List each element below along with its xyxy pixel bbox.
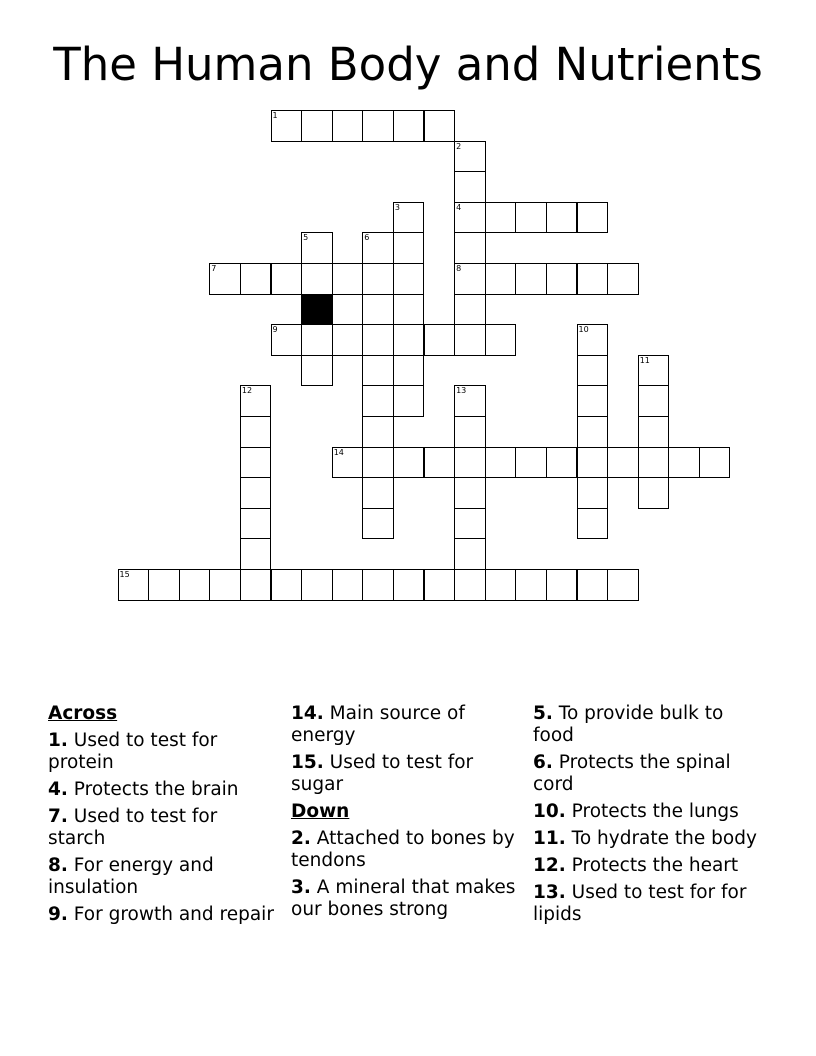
grid-cell[interactable] [393, 263, 425, 295]
puzzle-title: The Human Body and Nutrients [53, 38, 763, 91]
grid-cell[interactable] [638, 477, 670, 509]
cell-number: 9 [272, 325, 278, 335]
grid-cell[interactable] [577, 324, 609, 356]
clue-text: Used to test for for lipids [533, 882, 747, 925]
clue-text: Protects the heart [571, 855, 739, 876]
clue-number: 2. [291, 828, 311, 849]
clue-down-6 [533, 752, 761, 796]
grid-cell[interactable] [393, 232, 425, 264]
clue-across-8 [48, 855, 276, 899]
grid-cell[interactable] [148, 569, 180, 601]
grid-cell[interactable] [362, 508, 394, 540]
clue-number: 6. [533, 752, 553, 773]
grid-cell[interactable] [393, 355, 425, 387]
grid-cell[interactable] [638, 355, 670, 387]
cell-number: 8 [456, 264, 462, 273]
grid-cell[interactable] [546, 202, 578, 234]
grid-cell[interactable] [485, 324, 517, 356]
grid-cell[interactable] [362, 569, 394, 601]
clue-number: 4. [48, 779, 68, 800]
grid-cell[interactable] [301, 324, 333, 356]
grid-cell[interactable] [577, 416, 609, 448]
grid-cell[interactable] [424, 569, 456, 601]
grid-cell[interactable] [393, 447, 425, 479]
grid-cell[interactable] [424, 324, 456, 356]
grid-cell[interactable] [454, 569, 486, 601]
grid-cell[interactable] [362, 416, 394, 448]
clue-across-7 [48, 806, 276, 850]
grid-cell[interactable] [301, 263, 333, 295]
cell-number: 13 [456, 386, 467, 396]
across-heading: Across [48, 703, 118, 724]
grid-cell[interactable] [485, 569, 517, 601]
clue-down-13 [533, 882, 761, 926]
clue-number: 14. [291, 703, 324, 724]
grid-cell[interactable] [638, 447, 670, 479]
grid-cell[interactable] [393, 294, 425, 326]
clue-text: Used to test for protein [48, 730, 218, 773]
grid-cell[interactable] [393, 569, 425, 601]
clue-down-12 [533, 855, 761, 877]
grid-cell[interactable] [485, 447, 517, 479]
clue-column-3 [533, 703, 761, 931]
grid-cell[interactable] [271, 263, 303, 295]
clue-text: To provide bulk to food [533, 703, 724, 746]
clue-text: Used to test for starch [48, 806, 218, 849]
grid-cell[interactable] [577, 508, 609, 540]
cell-number: 4 [456, 202, 462, 212]
grid-cell[interactable] [546, 263, 578, 295]
cell-number: 3 [394, 202, 400, 212]
grid-cell[interactable] [454, 416, 486, 448]
grid-cell[interactable] [454, 294, 486, 326]
clue-down-2 [291, 828, 519, 872]
grid-cell[interactable] [454, 232, 486, 264]
grid-cell[interactable] [362, 447, 394, 479]
clue-text: Protects the spinal cord [533, 752, 731, 795]
grid-cell[interactable] [577, 355, 609, 387]
grid-cell[interactable] [179, 569, 211, 601]
grid-cell[interactable] [424, 447, 456, 479]
clue-number: 10. [533, 801, 566, 822]
grid-cell[interactable] [546, 569, 578, 601]
clue-text: Protects the brain [73, 779, 239, 800]
grid-cell[interactable] [607, 569, 639, 601]
grid-cell[interactable] [577, 202, 609, 234]
grid-cell[interactable] [301, 355, 333, 387]
grid-cell[interactable] [332, 569, 364, 601]
down-heading: Down [291, 801, 350, 822]
grid-cell[interactable] [607, 263, 639, 295]
clue-column-2 [291, 703, 519, 926]
grid-cell[interactable] [240, 447, 272, 479]
grid-cell[interactable] [454, 508, 486, 540]
clue-number: 1. [48, 730, 68, 751]
grid-cell[interactable] [454, 447, 486, 479]
grid-cell[interactable] [668, 447, 700, 479]
grid-cell[interactable] [454, 324, 486, 356]
grid-cell[interactable] [546, 447, 578, 479]
clue-text: For growth and repair [73, 904, 274, 925]
cell-number: 11 [639, 355, 650, 365]
grid-cell[interactable] [209, 263, 241, 295]
grid-cell[interactable] [362, 263, 394, 295]
grid-cell[interactable] [393, 202, 425, 234]
clue-number: 12. [533, 855, 566, 876]
clue-number: 9. [48, 904, 68, 925]
cell-number: 2 [456, 141, 462, 151]
grid-cell[interactable] [118, 569, 150, 601]
cell-number: 7 [211, 264, 217, 273]
clue-text: For energy and insulation [48, 855, 214, 898]
grid-cell[interactable] [577, 477, 609, 509]
grid-cell[interactable] [577, 263, 609, 295]
grid-cell[interactable] [424, 110, 456, 142]
clue-down-5 [533, 703, 761, 747]
grid-cell[interactable] [362, 110, 394, 142]
grid-cell[interactable] [577, 447, 609, 479]
cell-number: 10 [578, 325, 589, 335]
grid-cell[interactable] [515, 447, 547, 479]
grid-cell[interactable] [271, 569, 303, 601]
clue-number: 5. [533, 703, 553, 724]
grid-cell[interactable] [485, 202, 517, 234]
grid-cell[interactable] [240, 416, 272, 448]
grid-cell[interactable] [699, 447, 731, 479]
grid-cell[interactable] [209, 569, 241, 601]
grid-cell[interactable] [393, 385, 425, 417]
grid-cell[interactable] [638, 385, 670, 417]
grid-cell[interactable] [607, 447, 639, 479]
grid-cell[interactable] [240, 538, 272, 570]
grid-cell[interactable] [362, 385, 394, 417]
grid-cell[interactable] [454, 141, 486, 173]
clue-down-3 [291, 877, 519, 921]
clue-across-14 [291, 703, 519, 747]
clue-number: 8. [48, 855, 68, 876]
grid-cell[interactable] [362, 232, 394, 264]
clue-text: Main source of energy [291, 703, 465, 746]
grid-cell[interactable] [240, 569, 272, 601]
cell-number: 5 [303, 233, 309, 243]
clue-text: Attached to bones by tendons [291, 828, 515, 871]
clue-across-15 [291, 752, 519, 796]
grid-cell[interactable] [240, 477, 272, 509]
clue-across-9 [48, 904, 276, 926]
grid-cell[interactable] [393, 324, 425, 356]
grid-cell[interactable] [515, 569, 547, 601]
grid-cell[interactable] [515, 202, 547, 234]
grid-cell[interactable] [301, 232, 333, 264]
grid-cell[interactable] [515, 263, 547, 295]
grid-cell[interactable] [454, 171, 486, 203]
grid-cell[interactable] [454, 385, 486, 417]
cell-number: 12 [241, 386, 253, 396]
grid-cell[interactable] [332, 263, 364, 295]
clue-number: 15. [291, 752, 324, 773]
clue-column-1 [48, 703, 276, 931]
clue-down-11 [533, 828, 761, 850]
grid-cell[interactable] [362, 324, 394, 356]
clue-number: 3. [291, 877, 311, 898]
grid-cell[interactable] [393, 110, 425, 142]
grid-cell[interactable] [454, 202, 486, 234]
clue-number: 7. [48, 806, 68, 827]
clue-text: A mineral that makes our bones strong [291, 877, 516, 920]
grid-cell[interactable] [240, 508, 272, 540]
clue-text: Used to test for sugar [291, 752, 474, 795]
grid-cell[interactable] [240, 385, 272, 417]
grid-cell[interactable] [271, 324, 303, 356]
grid-cell[interactable] [454, 538, 486, 570]
grid-cell[interactable] [638, 416, 670, 448]
clue-down-10 [533, 801, 761, 823]
grid-cell[interactable] [301, 569, 333, 601]
clue-number: 13. [533, 882, 566, 903]
grid-cell-black [301, 294, 333, 326]
grid-cell[interactable] [240, 263, 272, 295]
clue-text: Protects the lungs [571, 801, 739, 822]
cell-number: 14 [333, 447, 344, 457]
cell-number: 1 [272, 111, 278, 120]
grid-cell[interactable] [332, 447, 364, 479]
grid-cell[interactable] [332, 324, 364, 356]
cell-number: 6 [364, 233, 370, 243]
grid-cell[interactable] [362, 294, 394, 326]
grid-cell[interactable] [362, 355, 394, 387]
grid-cell[interactable] [271, 110, 303, 142]
grid-cell[interactable] [577, 569, 609, 601]
cell-number: 15 [119, 570, 130, 579]
grid-cell[interactable] [332, 110, 364, 142]
clue-number: 11. [533, 828, 566, 849]
grid-cell[interactable] [454, 477, 486, 509]
grid-cell[interactable] [577, 385, 609, 417]
clue-across-4 [48, 779, 276, 801]
grid-cell[interactable] [362, 477, 394, 509]
grid-cell[interactable] [301, 110, 333, 142]
grid-cell[interactable] [454, 263, 486, 295]
clue-across-1 [48, 730, 276, 774]
clue-text: To hydrate the body [571, 828, 757, 849]
grid-cell[interactable] [485, 263, 517, 295]
